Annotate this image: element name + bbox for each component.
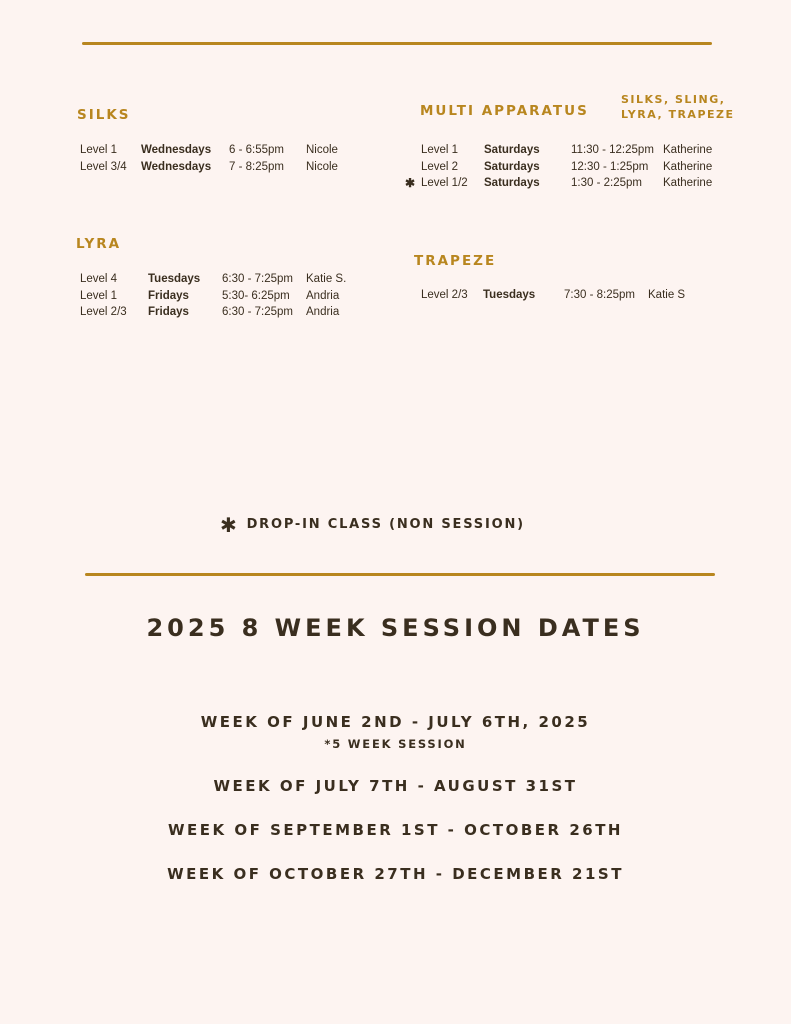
multi-apparatus-title: MULTI APPARATUS [420,103,589,119]
class-instructor: Andria [306,289,340,302]
session-date-note: *5 WEEK SESSION [324,737,467,751]
class-day: Saturdays [484,144,540,156]
class-level: Level 1/2 [421,177,468,189]
class-day: Fridays [148,306,189,318]
middle-divider [85,573,715,576]
class-instructor: Katherine [663,144,713,156]
class-instructor: Nicole [306,144,338,156]
class-time: 11:30 - 12:25pm [571,144,654,156]
trapeze-title: TRAPEZE [414,253,497,269]
class-time: 6:30 - 7:25pm [222,306,293,318]
class-instructor: Katherine [663,177,713,189]
asterisk-icon: ✱ [220,513,239,537]
asterisk-icon: ✱ [405,176,416,190]
class-day: Wednesdays [141,144,212,156]
lyra-title: LYRA [76,236,122,252]
class-time: 12:30 - 1:25pm [571,160,649,173]
drop-in-legend [220,513,580,537]
session-dates-title: 2025 8 WEEK SESSION DATES [146,614,645,642]
class-time: 6:30 - 7:25pm [222,273,293,285]
multi-apparatus-subtitle [621,92,735,122]
class-level: Level 3/4 [80,160,127,173]
class-time: 7:30 - 8:25pm [564,289,635,301]
session-date: WEEK OF SEPTEMBER 1ST - OCTOBER 26TH [167,821,623,839]
class-level: Level 1 [80,144,118,156]
class-instructor: Katie S [648,289,686,301]
drop-in-legend-text: DROP-IN CLASS (NON SESSION) [246,517,525,532]
class-day: Wednesdays [141,160,212,173]
class-level: Level 4 [80,273,118,285]
session-date: WEEK OF OCTOBER 27TH - DECEMBER 21ST [167,865,624,883]
class-instructor: Katie S. [306,273,347,285]
class-day: Fridays [148,289,189,302]
class-level: Level 2/3 [421,289,468,301]
class-level: Level 2 [421,160,459,173]
class-time: 6 - 6:55pm [229,144,284,156]
class-level: Level 1 [421,144,459,156]
silks-title: SILKS [77,107,131,123]
session-date: WEEK OF JULY 7TH - AUGUST 31ST [213,777,578,795]
class-time: 5:30- 6:25pm [222,289,290,302]
class-day: Tuesdays [148,273,201,285]
top-divider [82,42,712,45]
subtitle-line: LYRA, TRAPEZE [621,108,735,121]
class-instructor: Katherine [663,160,713,173]
class-time: 7 - 8:25pm [229,160,284,173]
class-level: Level 1 [80,289,118,302]
class-instructor: Nicole [306,160,338,173]
class-day: Saturdays [484,160,540,173]
class-day: Saturdays [484,177,540,189]
subtitle-line: SILKS, SLING, [621,93,726,106]
class-instructor: Andria [306,306,340,318]
class-day: Tuesdays [483,289,536,301]
class-level: Level 2/3 [80,306,127,318]
session-date: WEEK OF JUNE 2ND - JULY 6TH, 2025 [200,713,591,731]
class-time: 1:30 - 2:25pm [571,177,642,189]
